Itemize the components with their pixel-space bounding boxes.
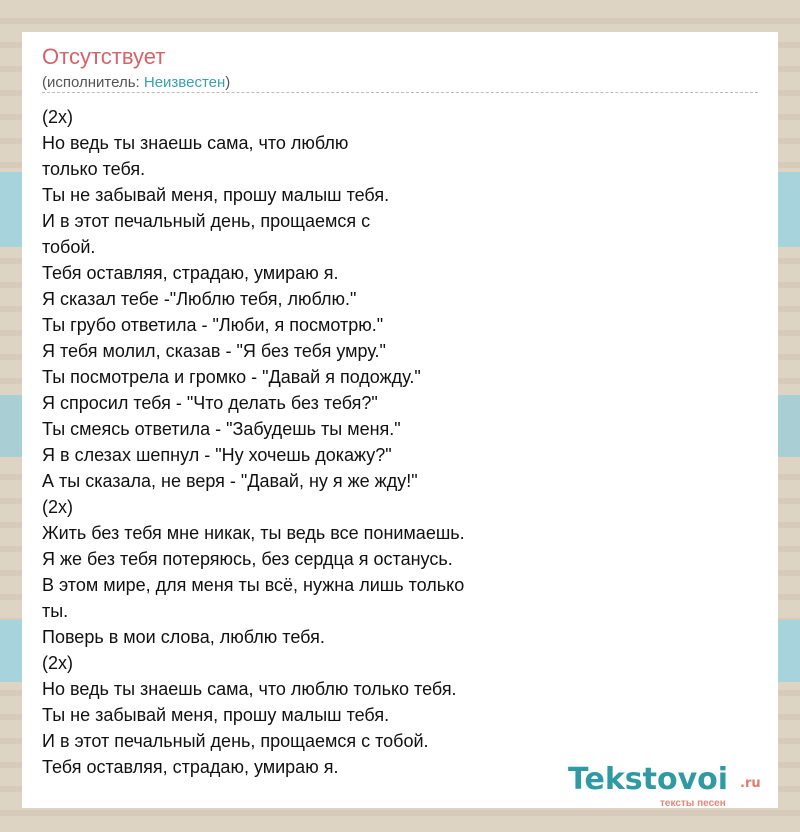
lyric-line: (2x) <box>42 653 73 673</box>
lyric-line: (2x) <box>42 107 73 127</box>
site-logo[interactable] <box>568 762 778 808</box>
lyric-line: Ты не забывай меня, прошу малыш тебя. <box>42 705 390 725</box>
lyric-line: И в этот печальный день, прощаемся с <box>42 211 371 231</box>
logo-word: Tekstovoi <box>568 762 729 797</box>
lyric-line: Но ведь ты знаешь сама, что люблю <box>42 133 349 153</box>
lyric-line: Я в слезах шепнул - "Ну хочешь докажу?" <box>42 445 392 465</box>
lyric-line: Я спросил тебя - "Что делать без тебя?" <box>42 393 378 413</box>
lyric-line: Тебя оставляя, страдаю, умираю я. <box>42 263 339 283</box>
lyric-line: только тебя. <box>42 159 146 179</box>
lyric-line: А ты сказала, не веря - "Давай, ну я же жду!" <box>42 471 418 491</box>
lyric-line: Ты смеясь ответила - "Забудешь ты меня." <box>42 419 401 439</box>
artist-suffix: ) <box>225 74 231 91</box>
lyric-line: Ты не забывай меня, прошу малыш тебя. <box>42 185 390 205</box>
lyric-line: Ты грубо ответила - "Люби, я посмотрю." <box>42 315 384 335</box>
lyrics-text <box>42 104 465 780</box>
divider <box>42 92 758 93</box>
lyric-line: Тебя оставляя, страдаю, умираю я. <box>42 757 339 777</box>
logo-tagline: тексты песен <box>660 798 726 809</box>
artist-line <box>42 74 230 91</box>
lyric-line: Я тебя молил, сказав - "Я без тебя умру." <box>42 341 386 361</box>
lyric-line: Жить без тебя мне никак, ты ведь все понимаешь. <box>42 523 465 543</box>
song-title: Отсутствует <box>42 44 166 69</box>
lyric-line: В этом мире, для меня ты всё, нужна лишь только <box>42 575 465 595</box>
lyric-line: Я же без тебя потеряюсь, без сердца я останусь. <box>42 549 453 569</box>
lyric-line: ты. <box>42 601 69 621</box>
lyric-line: Но ведь ты знаешь сама, что люблю только тебя. <box>42 679 457 699</box>
artist-link[interactable]: Неизвестен <box>143 74 226 91</box>
lyric-line: (2x) <box>42 497 73 517</box>
lyric-line: Поверь в мои слова, люблю тебя. <box>42 627 325 647</box>
lyrics-card <box>22 32 778 808</box>
lyric-line: Ты посмотрела и громко - "Давай я подожду." <box>42 367 421 387</box>
lyric-line: тобой. <box>42 237 96 257</box>
lyric-line: Я сказал тебе -"Люблю тебя, люблю." <box>42 289 357 309</box>
logo-tld: .ru <box>740 776 761 791</box>
artist-prefix: (исполнитель: <box>42 74 144 91</box>
lyric-line: И в этот печальный день, прощаемся с тобой. <box>42 731 429 751</box>
